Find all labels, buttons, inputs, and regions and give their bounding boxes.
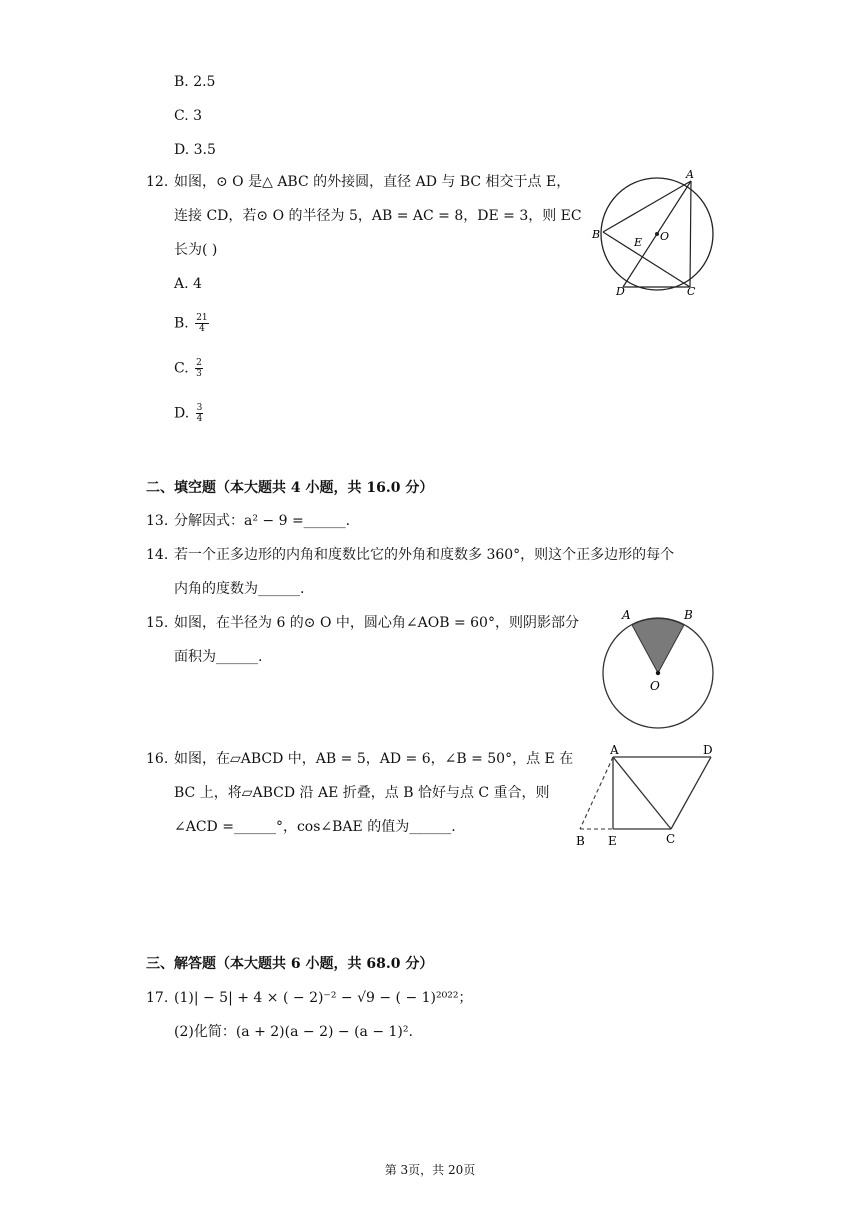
q12-line-1: 如图，⊙ O 是△ ABC 的外接圆，直径 AD 与 BC 相交于点 E，: [174, 174, 571, 190]
q12-line-3: 长为( ): [174, 242, 218, 258]
q16-label-c: C: [666, 832, 676, 846]
q12-option-d-fraction: [196, 403, 204, 424]
q15-label-b: B: [684, 608, 693, 622]
q17-line-2: (2)化简：(a + 2)(a − 2) − (a − 1)².: [174, 1024, 413, 1040]
q16-dashed-ab: [580, 757, 613, 829]
q16-number: 16.: [146, 751, 169, 767]
q12-segment-ab: [603, 181, 691, 232]
fraction-denominator: 3: [196, 369, 202, 379]
q12-option-c: [174, 358, 203, 379]
q11-option-b: B. 2.5: [174, 74, 216, 90]
q12-option-d: [174, 403, 203, 424]
page-footer: 第 3页，共 20页: [384, 1163, 476, 1177]
q12-label-o: O: [660, 230, 670, 243]
q11-option-d: D. 3.5: [174, 142, 216, 158]
q15-label-a: A: [622, 608, 631, 622]
q11-option-c: C. 3: [174, 108, 203, 124]
q14-line-1: 若一个正多边形的内角和度数比它的外角和度数多 360°，则这个正多边形的每个: [174, 547, 675, 563]
q12-line-2: 连接 CD，若⊙ O 的半径为 5，AB = AC = 8，DE = 3，则 EC: [174, 208, 582, 224]
q16-line-3: ∠ACD =______°，cos∠BAE 的值为______.: [174, 819, 456, 835]
q12-option-b: [174, 313, 209, 334]
q15-line-1: 如图，在半径为 6 的⊙ O 中，圆心角∠AOB = 60°，则阴影部分: [174, 615, 579, 631]
q17-line-1: (1)| − 5| + 4 × ( − 2)⁻² − √9 − ( − 1)²⁰²²；: [174, 990, 473, 1006]
q15-number: 15.: [146, 615, 169, 631]
q15-label-o: O: [650, 679, 660, 693]
q12-option-b-label: B.: [174, 315, 189, 332]
q12-label-a: A: [686, 168, 694, 181]
q12-segment-ac: [690, 181, 691, 287]
q15-center-point: [656, 671, 660, 675]
q16-segment-ac: [613, 757, 671, 829]
q12-segment-bc: [603, 232, 690, 287]
fraction-denominator: 4: [196, 414, 203, 424]
q12-option-d-label: D.: [174, 405, 190, 422]
q17-number: 17.: [146, 990, 169, 1006]
q16-label-e: E: [608, 834, 617, 848]
section-2-heading: 二、填空题（本大题共 4 小题，共 16.0 分）: [146, 480, 434, 496]
q12-label-b: B: [592, 228, 601, 241]
fraction-numerator: 3: [196, 403, 203, 413]
q16-label-d: D: [703, 743, 713, 757]
q13-number: 13.: [146, 513, 169, 529]
q12-figure: [586, 168, 720, 296]
fraction-numerator: 21: [196, 313, 208, 323]
q16-segment-dc: [671, 757, 711, 829]
q12-label-e: E: [634, 236, 643, 249]
q16-line-2: BC 上，将▱ABCD 沿 AE 折叠，点 B 恰好与点 C 重合，则: [174, 785, 550, 801]
q12-center-point: [655, 232, 659, 236]
q12-option-c-label: C.: [174, 360, 189, 377]
fraction-numerator: 2: [196, 358, 202, 368]
q12-option-c-fraction: [195, 358, 203, 379]
q15-shaded-sector: [632, 618, 684, 673]
q16-label-a: A: [610, 743, 619, 757]
q12-label-c: C: [687, 285, 696, 296]
q15-line-2: 面积为______.: [174, 649, 263, 665]
section-3-heading: 三、解答题（本大题共 6 小题，共 68.0 分）: [146, 956, 434, 972]
q13-text: 分解因式：a² − 9 =______.: [174, 513, 351, 529]
q12-option-b-fraction: [195, 313, 208, 334]
q14-number: 14.: [146, 547, 169, 563]
q16-label-b: B: [576, 834, 585, 848]
q12-label-d: D: [616, 285, 625, 296]
q16-figure: [572, 740, 722, 852]
q16-line-1: 如图，在▱ABCD 中，AB = 5，AD = 6，∠B = 50°，点 E 在: [174, 751, 574, 767]
fraction-denominator: 4: [199, 324, 205, 334]
q14-line-2: 内角的度数为______.: [174, 581, 305, 597]
q12-option-a: A. 4: [174, 276, 202, 292]
q12-number: 12.: [146, 174, 169, 190]
q15-figure: [598, 604, 718, 730]
